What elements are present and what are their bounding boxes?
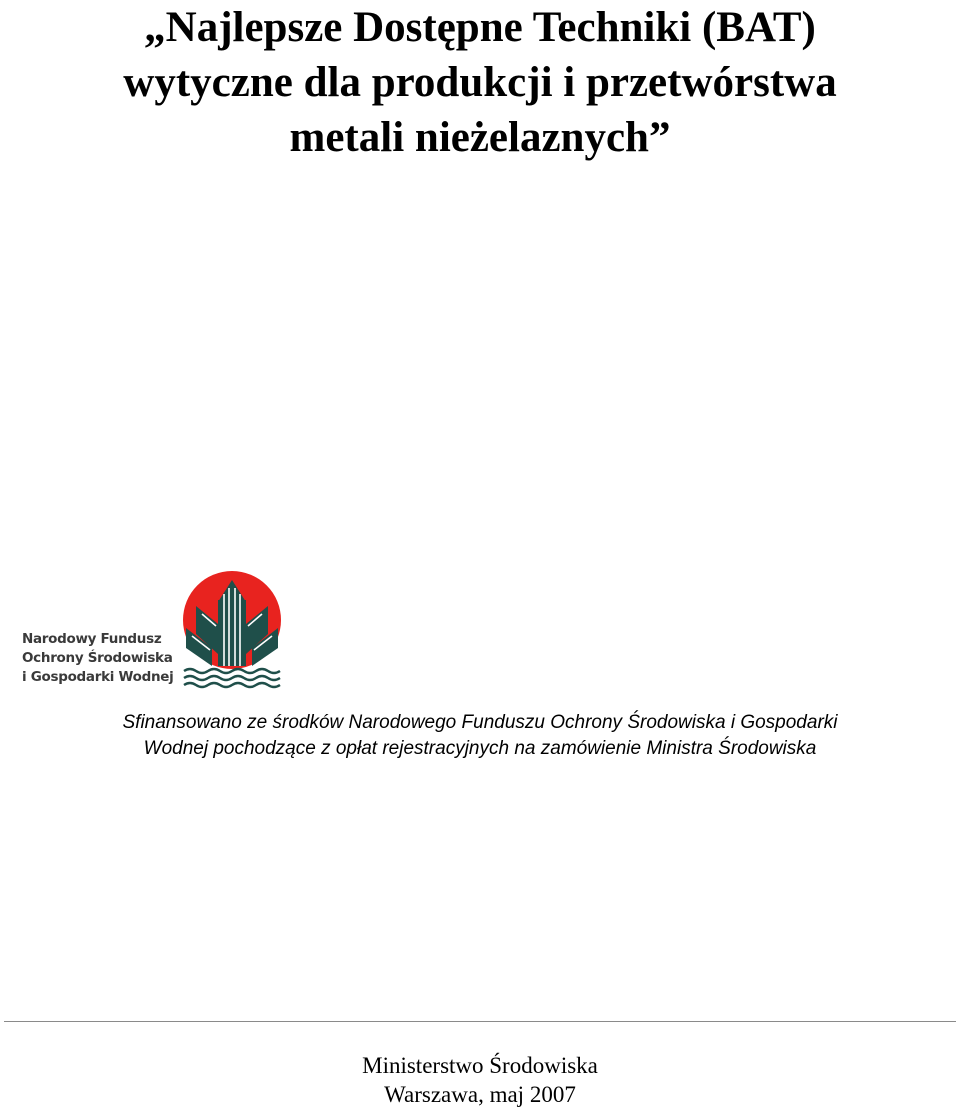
water-waves (184, 669, 280, 687)
title-line-1: „Najlepsze Dostępne Techniki (BAT) (144, 4, 816, 51)
logo-wordmark (22, 630, 182, 687)
document-title (0, 0, 960, 165)
funding-line-2: Wodnej pochodzące z opłat rejestracyjnych na zamówienie Ministra Środowiska (143, 738, 817, 759)
publisher: Ministerstwo Środowiska (362, 1053, 598, 1078)
title-line-3: metali nieżelaznych” (289, 114, 671, 161)
funding-note (0, 710, 960, 762)
footer (0, 1051, 960, 1109)
funding-line-1: Sfinansowano ze środków Narodowego Funduszu Ochrony Środowiska i Gospodarki (122, 712, 838, 733)
title-line-2: wytyczne dla produkcji i przetwórstwa (123, 59, 837, 106)
logo-name-line-1: Narodowy Fundusz (22, 631, 162, 647)
footer-divider (4, 1021, 956, 1022)
logo-name-line-2: Ochrony Środowiska (22, 650, 173, 666)
nfosigw-logo (22, 568, 288, 692)
tree-sun-icon (182, 568, 286, 692)
logo-name-line-3: i Gospodarki Wodnej (22, 669, 174, 685)
place-date: Warszawa, maj 2007 (384, 1082, 576, 1107)
